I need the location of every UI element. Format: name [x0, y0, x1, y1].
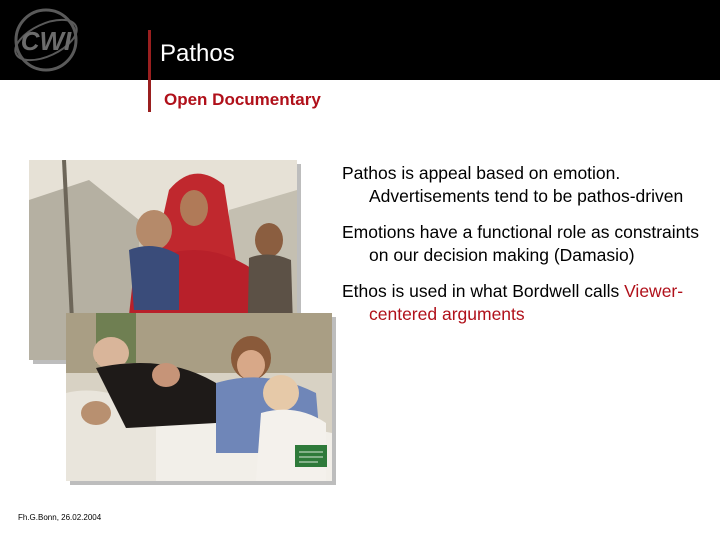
cwi-logo: [6, 4, 90, 76]
bullet-item: [342, 162, 702, 208]
bedside-family-photo: [66, 313, 332, 481]
bullet-item: [342, 280, 702, 326]
bullet-text: Pathos is appeal based on emotion. Advertisements tend to be pathos-driven: [342, 163, 684, 206]
title-divider: [148, 30, 151, 112]
page-title: Pathos: [160, 40, 235, 67]
svg-text:CWI: CWI: [20, 26, 72, 56]
bullet-text: Ethos is used in what Bordwell calls: [342, 281, 625, 301]
bullet-list: [342, 162, 702, 339]
bullet-highlight: Viewer-centered arguments: [369, 281, 684, 324]
header-bar: [0, 0, 720, 80]
bullet-item: [342, 221, 702, 267]
page-subtitle: Open Documentary: [164, 90, 321, 109]
footer-note: Fh.G.Bonn, 26.02.2004: [18, 513, 102, 522]
bullet-text: Emotions have a functional role as constraints on our decision making (Damasio): [342, 222, 699, 265]
